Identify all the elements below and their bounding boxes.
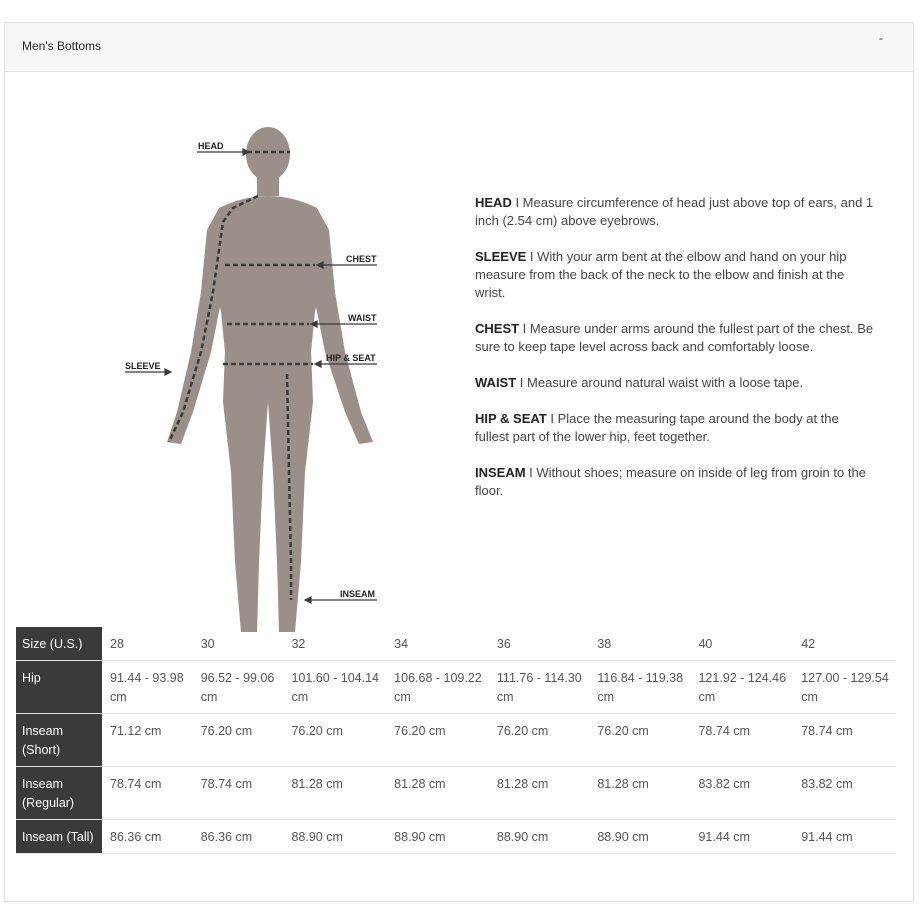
size-header-cell: 40 — [690, 627, 793, 661]
table-cell: 106.68 - 109.22 cm — [386, 661, 489, 714]
table-cell: 76.20 cm — [589, 714, 690, 767]
table-cell: 76.20 cm — [283, 714, 386, 767]
table-header-row — [16, 627, 896, 661]
panel-title: Men's Bottoms — [22, 39, 101, 53]
size-header-cell: 42 — [793, 627, 896, 661]
table-cell: 116.84 - 119.38 cm — [589, 661, 690, 714]
figure-label-hip-seat: HIP & SEAT — [326, 353, 376, 363]
table-header-label: Size (U.S.) — [16, 627, 102, 661]
figure-label-waist: WAIST — [348, 313, 377, 323]
size-header-cell: 36 — [489, 627, 589, 661]
figure-label-chest: CHEST — [346, 254, 377, 264]
instruction-term: WAIST — [475, 375, 517, 390]
table-cell: 76.20 cm — [193, 714, 284, 767]
instruction-chest — [475, 320, 875, 356]
instruction-term: CHEST — [475, 321, 520, 336]
instruction-sleeve — [475, 248, 875, 302]
body-measurement-figure — [115, 112, 395, 632]
instruction-inseam — [475, 464, 875, 500]
instruction-term: SLEEVE — [475, 249, 527, 264]
table-cell: 96.52 - 99.06 cm — [193, 661, 284, 714]
row-label: Inseam (Tall) — [16, 820, 102, 854]
table-row — [16, 714, 896, 767]
table-cell: 78.74 cm — [690, 714, 793, 767]
table-cell: 88.90 cm — [589, 820, 690, 854]
table-cell: 88.90 cm — [386, 820, 489, 854]
table-cell: 76.20 cm — [386, 714, 489, 767]
size-header-cell: 34 — [386, 627, 489, 661]
size-chart-table — [16, 627, 896, 854]
size-header-cell: 38 — [589, 627, 690, 661]
instruction-text: I Without shoes; measure on inside of leg from groin to the floor. — [475, 465, 866, 498]
table-cell: 88.90 cm — [283, 820, 386, 854]
size-header-cell: 32 — [283, 627, 386, 661]
instruction-term: HEAD — [475, 195, 512, 210]
table-cell: 121.92 - 124.46 cm — [690, 661, 793, 714]
measurement-instructions — [475, 194, 875, 518]
table-cell: 81.28 cm — [283, 767, 386, 820]
table-cell: 78.74 cm — [793, 714, 896, 767]
instruction-head — [475, 194, 875, 230]
size-header-cell: 30 — [193, 627, 284, 661]
table-cell: 81.28 cm — [489, 767, 589, 820]
table-cell: 111.76 - 114.30 cm — [489, 661, 589, 714]
figure-label-head: HEAD — [198, 141, 224, 151]
table-row — [16, 661, 896, 714]
figure-label-inseam: INSEAM — [340, 589, 376, 599]
panel-header[interactable] — [5, 23, 913, 72]
instruction-text: I Measure circumference of head just above top of ears, and 1 inch (2.54 cm) above eyebrows. — [475, 195, 874, 228]
table-cell: 78.74 cm — [193, 767, 284, 820]
table-row — [16, 820, 896, 854]
table-cell: 91.44 - 93.98 cm — [102, 661, 193, 714]
instruction-text: I Measure around natural waist with a loose tape. — [516, 375, 804, 390]
row-label: Hip — [16, 661, 102, 714]
collapse-icon[interactable]: - — [879, 31, 883, 45]
table-cell: 101.60 - 104.14 cm — [283, 661, 386, 714]
instruction-hip-seat — [475, 410, 875, 446]
table-cell: 91.44 cm — [690, 820, 793, 854]
instruction-text: I Place the measuring tape around the body at the fullest part of the lower hip, feet together. — [475, 411, 839, 444]
size-header-cell: 28 — [102, 627, 193, 661]
instruction-text: I With your arm bent at the elbow and hand on your hip measure from the back of the neck to the elbow and finish at the wrist. — [475, 249, 847, 300]
figure-label-sleeve: SLEEVE — [125, 361, 161, 371]
body-silhouette — [167, 127, 376, 632]
row-label: Inseam (Regular) — [16, 767, 102, 820]
table-cell: 86.36 cm — [102, 820, 193, 854]
instruction-term: INSEAM — [475, 465, 526, 480]
table-cell: 76.20 cm — [489, 714, 589, 767]
panel-content — [5, 72, 913, 652]
instruction-waist — [475, 374, 875, 392]
table-cell: 83.82 cm — [793, 767, 896, 820]
table-cell: 71.12 cm — [102, 714, 193, 767]
table-row — [16, 767, 896, 820]
table-cell: 83.82 cm — [690, 767, 793, 820]
row-label: Inseam (Short) — [16, 714, 102, 767]
table-cell: 86.36 cm — [193, 820, 284, 854]
table-cell: 88.90 cm — [489, 820, 589, 854]
table-cell: 81.28 cm — [386, 767, 489, 820]
instruction-term: HIP & SEAT — [475, 411, 547, 426]
table-cell: 91.44 cm — [793, 820, 896, 854]
table-cell: 81.28 cm — [589, 767, 690, 820]
table-cell: 78.74 cm — [102, 767, 193, 820]
instruction-text: I Measure under arms around the fullest part of the chest. Be sure to keep tape level across back and comfortably loose. — [475, 321, 874, 354]
table-cell: 127.00 - 129.54 cm — [793, 661, 896, 714]
